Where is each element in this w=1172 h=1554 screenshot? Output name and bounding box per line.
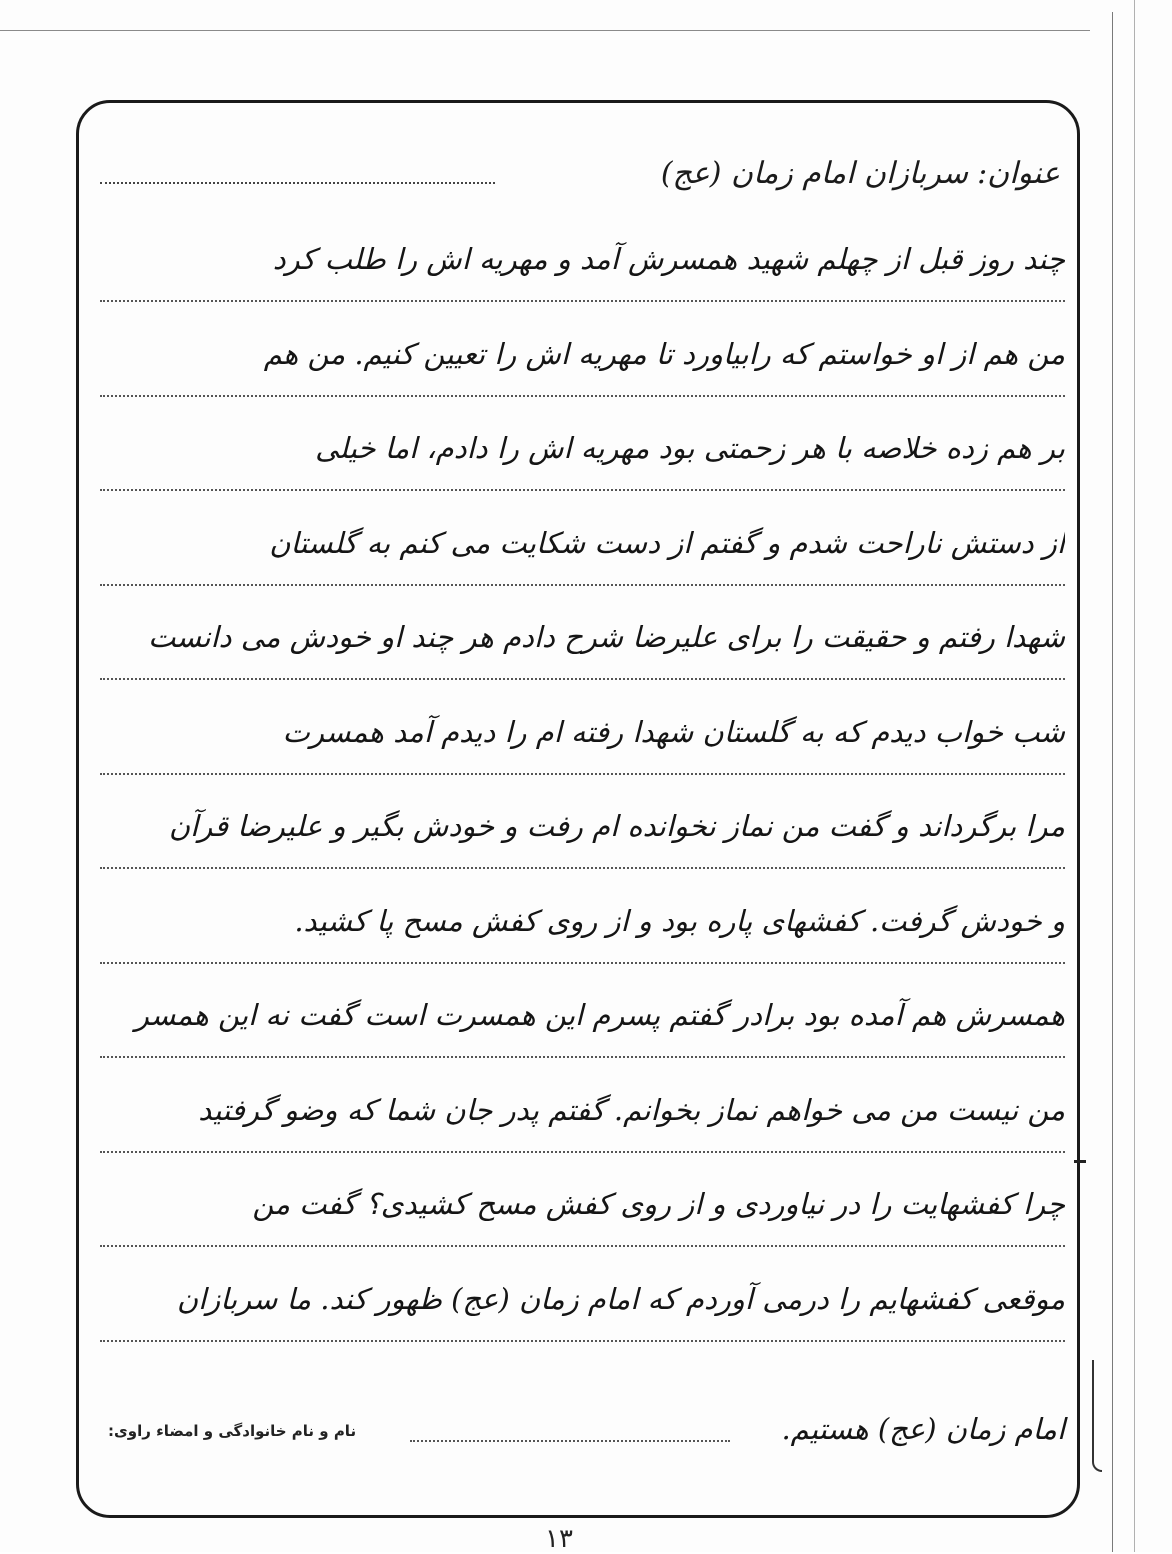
body-line-text: چرا کفشهایت را در نیاوردی و از روی کفش مسح کشیدی؟ گفت من	[252, 1187, 1065, 1221]
margin-mark	[1074, 1160, 1086, 1163]
body-line-text: من هم از او خواستم که رابیاورد تا مهریه اش را تعیین کنیم. من هم	[263, 336, 1065, 371]
page-right-edge-outer	[1134, 0, 1135, 1552]
dotted-rule	[100, 1340, 1065, 1342]
dotted-rule	[100, 962, 1065, 964]
page-right-edge	[1112, 12, 1113, 1552]
body-line	[100, 1181, 1065, 1276]
dotted-rule	[100, 1245, 1065, 1247]
body-line	[100, 1087, 1065, 1182]
dotted-rule	[100, 773, 1065, 775]
footer-row	[100, 1400, 1065, 1470]
body-line	[100, 1276, 1065, 1371]
handwritten-body	[100, 236, 1065, 1370]
dotted-rule	[100, 1056, 1065, 1058]
margin-bracket	[1092, 1360, 1102, 1472]
dotted-rule	[100, 489, 1065, 491]
body-line	[100, 898, 1065, 993]
body-line	[100, 331, 1065, 426]
body-line	[100, 236, 1065, 331]
dotted-rule	[100, 584, 1065, 586]
body-line	[100, 803, 1065, 898]
body-line-text: همسرش هم آمده بود برادر گفتم پسرم این همسرت است گفت نه این همسر	[134, 998, 1065, 1032]
title-row	[100, 150, 1060, 200]
body-line-text: شب خواب دیدم که به گلستان شهدا رفته ام را دیدم آمد همسرت	[282, 714, 1065, 749]
signature-label: نام و نام خانوادگی و امضاء راوی:	[108, 1422, 357, 1440]
body-line	[100, 709, 1065, 804]
title-label: عنوان:	[977, 156, 1060, 191]
title-dotted-line	[100, 182, 495, 184]
body-line-text: شهدا رفتم و حقیقت را برای علیرضا شرح دادم هر چند او خودش می دانست	[148, 620, 1065, 654]
page-title: سربازان امام زمان (عج)	[660, 156, 968, 191]
dotted-rule	[100, 867, 1065, 869]
dotted-rule	[100, 678, 1065, 680]
body-line-text: من نیست من می خواهم نماز بخوانم. گفتم پدر جان شما که وضو گرفتید	[198, 1092, 1065, 1127]
body-line	[100, 614, 1065, 709]
body-line-text: بر هم زده خلاصه با هر زحمتی بود مهریه اش را دادم، اما خیلی	[315, 431, 1065, 465]
body-line-text: و خودش گرفت. کفشهای پاره بود و از روی کفش مسح پا کشید.	[294, 903, 1065, 938]
signature-dotted-line	[410, 1440, 730, 1442]
body-line-text: از دستش ناراحت شدم و گفتم از دست شکایت می کنم به گلستان	[269, 525, 1065, 560]
dotted-rule	[100, 300, 1065, 302]
page-number: ۱۳	[545, 1524, 573, 1554]
body-line	[100, 425, 1065, 520]
body-line-text: موقعی کفشهایم را درمی آوردم که امام زمان (عج) ظهور کند. ما سربازان	[176, 1281, 1065, 1316]
closing-text: امام زمان (عج) هستیم.	[781, 1412, 1065, 1446]
body-line-text: چند روز قبل از چهلم شهید همسرش آمد و مهریه اش را طلب کرد	[272, 242, 1065, 276]
body-line	[100, 520, 1065, 615]
body-line-text: مرا برگرداند و گفت من نماز نخوانده ام رفت و خودش بگیر و علیرضا قرآن	[168, 809, 1065, 843]
dotted-rule	[100, 395, 1065, 397]
page-top-edge	[0, 30, 1090, 31]
body-line	[100, 992, 1065, 1087]
dotted-rule	[100, 1151, 1065, 1153]
